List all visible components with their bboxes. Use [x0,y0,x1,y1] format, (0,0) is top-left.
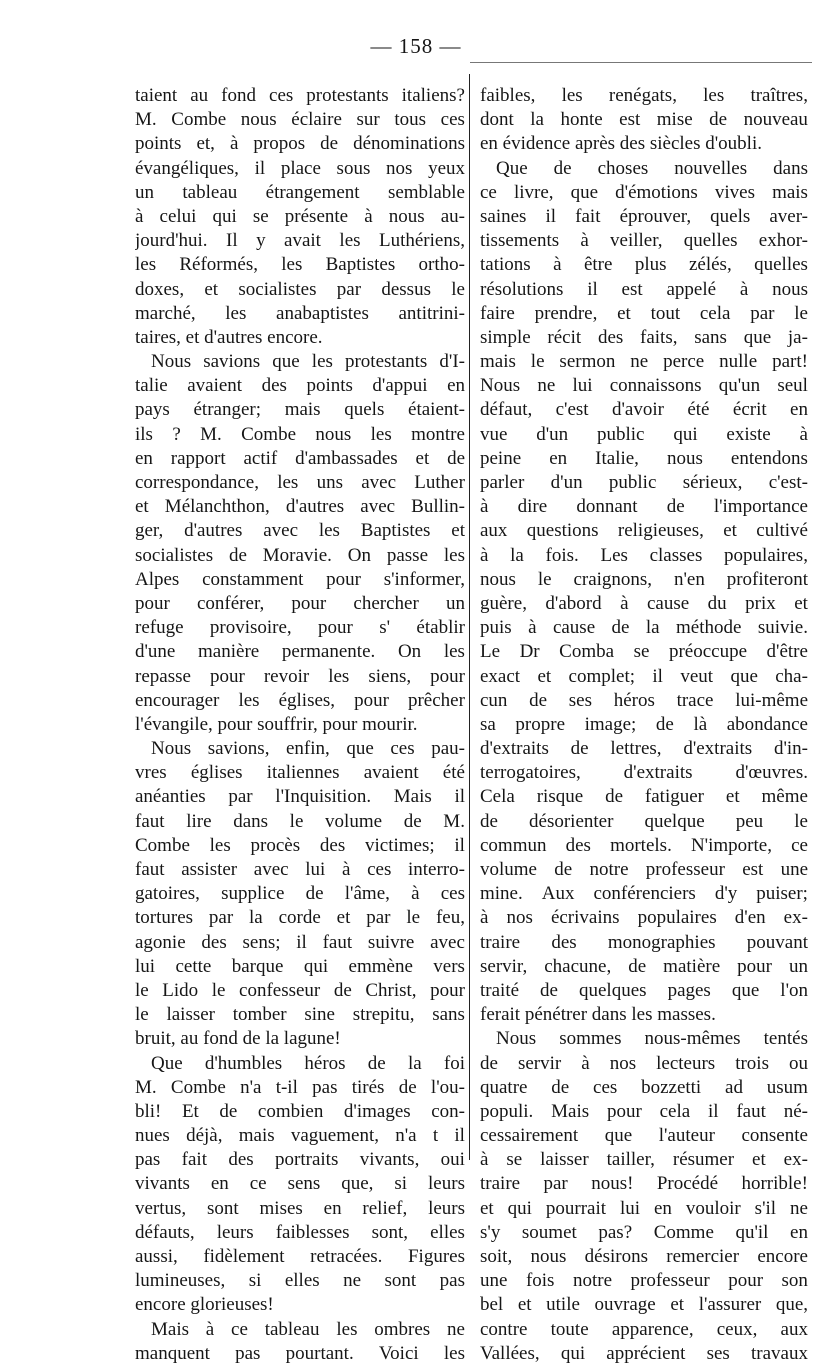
text-line: Combe les procès des victimes; il [135,834,465,856]
text-line: d'extraits de lettres, d'extraits d'in- [480,738,808,760]
text-line: vivants en ce sens que, si leurs [135,1173,465,1195]
text-line: refuge provisoire, pour s' établir [135,617,465,639]
text-line: mais le sermon ne perce nulle part! [480,351,808,373]
text-line: faut lire dans le volume de M. [135,810,465,832]
text-line: évangéliques, il place sous nos yeux [135,157,465,179]
left-column [135,84,465,1366]
text-line: doxes, et socialistes par dessus le [135,278,465,300]
text-line: le laisser tomber sine strepitu, sans [135,1004,465,1026]
header-rule [470,62,812,63]
text-line: points et, à propos de dénominations [135,133,465,155]
text-line: Mais à ce tableau les ombres ne [151,1318,465,1340]
text-line: lui cette barque qui emmène vers [135,955,465,977]
text-line: en évidence après des siècles d'oubli. [480,133,762,155]
text-line: et Mélanchthon, d'autres avec Bullin- [135,496,465,518]
text-line: populi. Mais pour cela il faut né- [480,1100,808,1122]
page-number: — 158 — [370,34,462,58]
text-line: défauts, leurs faiblesses sont, elles [135,1221,465,1243]
text-line: commun des mortels. N'importe, ce [480,834,808,856]
text-line: peine en Italie, nous entendons [480,447,808,469]
text-line: à se laisser tailler, résumer et ex- [480,1149,808,1171]
text-line: d'une manière permanente. On les [135,641,465,663]
text-line: ils ? M. Combe nous les montre [135,423,465,445]
text-line: Vallées, qui apprécient ses travaux [480,1342,808,1364]
text-line: marché, les anabaptistes antitrini- [135,302,465,324]
text-line: en rapport actif d'ambassades et de [135,447,465,469]
right-column [480,84,808,1366]
text-line: M. Combe n'a t-il pas tirés de l'ou- [135,1076,465,1098]
text-line: Que de choses nouvelles dans [496,157,808,179]
text-line: sa propre image; de là abondance [480,713,808,735]
text-line: à dire donnant de l'importance [480,496,808,518]
text-line: un tableau étrangement semblable [135,181,465,203]
text-line: taient au fond ces protestants italiens? [135,85,465,106]
text-line: faire prendre, et tout cela par le [480,302,808,324]
text-line: terrogatoires, d'extraits d'œuvres. [480,762,808,784]
text-line: nous le craignons, n'en profiteront [480,568,808,590]
text-line: simple récit des faits, sans que ja- [480,326,808,348]
text-line: s'y soumet pas? Comme qu'il en [480,1221,808,1243]
text-line: vres églises italiennes avaient été [135,762,465,784]
text-line: puis à cause de la méthode suivie. [480,617,808,639]
text-line: vue d'un public qui existe à [480,423,808,445]
text-line: soit, nous désirons remercier encore [480,1246,808,1267]
text-line: nues déjà, mais vaguement, n'a t il [135,1125,465,1147]
text-line: faut assister avec lui à ces interro- [135,859,465,880]
text-line: agonie des sens; il faut suivre avec [135,931,465,953]
text-line: bli! Et de combien d'images con- [135,1100,465,1122]
text-line: une fois notre professeur pour son [480,1270,808,1292]
text-line: contre toute apparence, ceux, aux [480,1318,808,1340]
text-line: Le Dr Comba se préoccupe d'être [480,641,808,663]
text-line: encore glorieuses! [135,1294,274,1316]
text-line: à celui qui se présente à nous au- [135,205,465,227]
text-line: Nous sommes nous-mêmes tentés [496,1028,808,1050]
text-line: de désorienter quelque peu le [480,810,808,832]
text-line: guère, d'abord à cause du prix et [480,592,808,614]
text-line: Nous savions, enfin, que ces pau- [151,738,465,760]
text-line: servir, chacune, de matière pour un [480,955,808,977]
text-line: défaut, c'est d'avoir été écrit en [480,399,808,421]
text-line: traité de quelques pages que l'on [480,979,808,1001]
text-line: M. Combe nous éclaire sur tous ces [135,109,465,131]
text-line: bruit, au fond de la lagune! [135,1028,341,1050]
text-line: repasse pour revoir les siens, pour [135,665,465,687]
column-divider [469,74,470,1160]
text-line: traire des monographies pouvant [480,931,808,953]
text-line: taires, et d'autres encore. [135,326,323,348]
text-line: cessairement que l'auteur consente [480,1125,808,1147]
text-line: pour conférer, pour chercher un [135,592,465,614]
text-line: Alpes constamment pour s'informer, [135,568,465,590]
text-line: quatre de ces bozzetti ad usum [480,1076,808,1098]
text-line: anéanties par l'Inquisition. Mais il [135,786,465,808]
text-line: résolutions il est appelé à nous [480,278,808,300]
text-line: pas fait des portraits vivants, oui [135,1149,465,1171]
text-line: encourager les églises, pour prêcher [135,689,465,711]
text-line: aussi, fidèlement retracées. Figures [135,1246,465,1267]
text-line: ger, d'autres avec les Baptistes et [135,520,465,542]
text-line: faibles, les renégats, les traîtres, [480,85,808,106]
text-line: saines il fait éprouver, quels aver- [480,205,808,227]
text-line: volume de notre professeur est une [480,859,808,880]
text-line: exact et complet; il veut que cha- [480,665,808,687]
text-line: aux questions religieuses, et cultivé [480,520,808,542]
text-line: manquent pas pourtant. Voici les [135,1342,465,1364]
text-line: tortures par la corde et par le feu, [135,907,465,929]
text-line: ce livre, que d'émotions vives mais [480,181,808,203]
text-line: les Réformés, les Baptistes ortho- [135,254,465,276]
text-line: et qui pourrait lui en vouloir s'il ne [480,1197,808,1219]
text-line: ferait pénétrer dans les masses. [480,1004,716,1026]
text-line: pays étranger; mais quels étaient- [135,399,465,421]
text-line: traire par nous! Procédé horrible! [480,1173,808,1195]
text-line: à nos écrivains populaires d'en ex- [480,907,808,929]
text-line: Cela risque de fatiguer et même [480,786,808,808]
text-line: parler d'un public sérieux, c'est- [480,472,808,493]
text-line: socialistes de Moravie. On passe les [135,544,465,566]
text-line: correspondance, les uns avec Luther [135,472,465,493]
text-line: le Lido le confesseur de Christ, pour [135,979,465,1001]
text-line: dont la honte est mise de nouveau [480,109,808,131]
text-line: talie avaient des points d'appui en [135,375,465,397]
text-line: gatoires, supplice de l'âme, à ces [135,883,465,905]
text-line: de servir à nos lecteurs trois ou [480,1052,808,1074]
text-line: cun de ses héros trace lui-même [480,689,808,711]
text-line: Nous savions que les protestants d'I- [151,351,465,373]
text-line: tissements à veiller, quelles exhor- [480,230,808,252]
text-line: mine. Aux conférenciers d'y puiser; [480,883,808,905]
text-line: tations à être plus zélés, quelles [480,254,808,276]
text-line: Que d'humbles héros de la foi [151,1052,465,1074]
text-line: vertus, sont mises en relief, leurs [135,1197,465,1219]
text-line: bel et utile ouvrage et l'assurer que, [480,1294,808,1316]
text-line: à la fois. Les classes populaires, [480,544,808,566]
text-line: lumineuses, si elles ne sont pas [135,1270,465,1292]
text-line: l'évangile, pour souffrir, pour mourir. [135,713,418,735]
text-line: jourd'hui. Il y avait les Luthériens, [135,230,465,252]
text-line: Nous ne lui connaissons qu'un seul [480,375,808,397]
